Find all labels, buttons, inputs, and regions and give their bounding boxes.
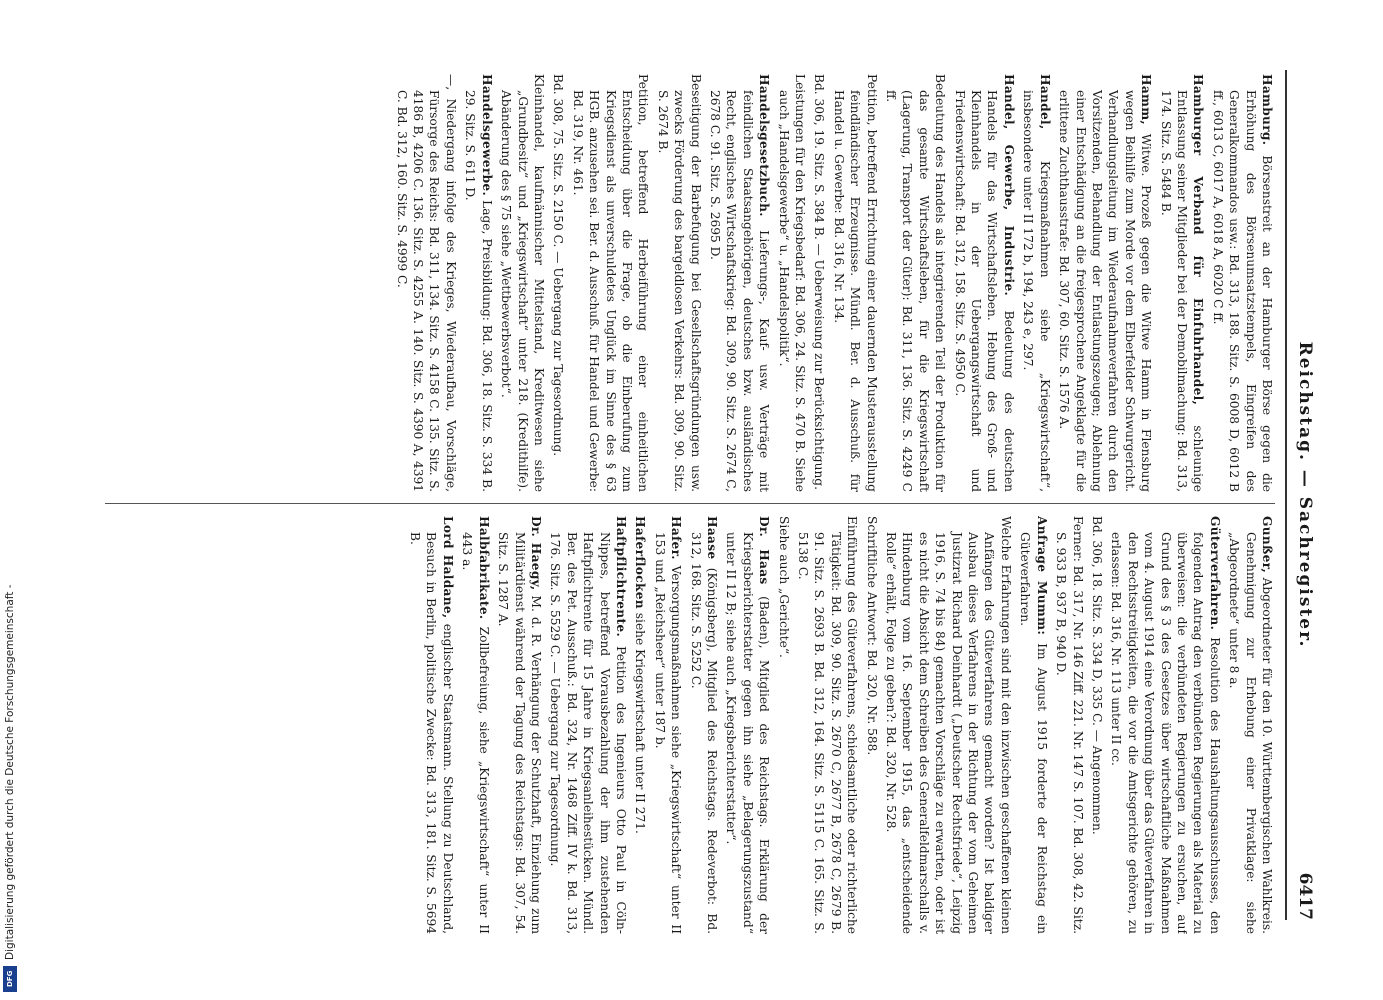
entry-text: englischer Staatsmann. Stellung zu Deutschland, Besuch in Berlin, politische Zwecke: Bd. 313, 181. Sitz. S. 5694 B.	[408, 532, 455, 934]
entry-text: (Königsberg), Mitglied des Reichstags. Redeverbot: Bd. 312, 168. Sitz. S. 5252 C.	[688, 532, 719, 934]
index-entry	[393, 74, 459, 492]
entry-text: M. d. R. Verhängung der Schutzhaft, Einziehung zum Militärdienst während der Tagung des Reichstags: Bd. 307, 54. Sitz. S. 1287 A.	[496, 532, 543, 934]
entry-text: Petition, betreffend Herbeiführung einer einheitlichen Entscheidung über die Frage, ob die Einberufung zum Kriegsdienst als unverschuldetes Unglück im Sinne des § 63 HGB. anzusehen sei. Ber. d. Ausschuß. für Handel und Gewerbe: Bd. 319, Nr. 461.	[570, 74, 651, 492]
entry-text: Leistungen für den Kriegsbedarf: Bd. 306, 24. Sitz. S. 470 B. Siehe auch „Handelsgewerbe“ u. „Handelspolitik“.	[776, 74, 808, 492]
index-entry	[651, 516, 684, 934]
entry-text: Lage, Preisbildung: Bd. 306, 18. Sitz. S. 334 B. 29. Sitz. S. 611 D.	[463, 90, 494, 492]
page-number: 6417	[1295, 872, 1315, 920]
entry-heading: Hamm,	[1139, 74, 1154, 125]
entry-heading: Gunßer,	[1260, 516, 1274, 574]
index-column-right	[75, 516, 1275, 934]
index-entry	[1020, 74, 1053, 492]
index-entry	[863, 516, 879, 934]
dfg-logo: DFG	[3, 966, 17, 992]
entry-text: Beseitigung der Barbefugung bei Gesellschaftsgründungen usw. zwecks Förderung des bargeldlosen Verkehrs: Bd. 309, 90. Sitz. S. 2674 B.	[655, 74, 703, 492]
index-column-left	[75, 74, 1275, 492]
entry-text: Zollbefreiung, siehe „Kriegswirtschaft“ unter II 443 a.	[460, 532, 491, 934]
entry-text: Lieferungs-, Kauf- usw. Verträge mit feindlichen Staatsangehörigen, deutsches bzw. ausländisches Recht, englisches Wirtschaftskrieg: Bd. 309, 90. Sitz. S. 2674 C, 2678 C. 91. Sitz. S. 2695 D.	[708, 90, 772, 492]
entry-text: schleunige Entlassung seiner Mitglieder bei der Demobilmachung: Bd. 313, 174. Sitz. S. 5484 B.	[1158, 90, 1206, 492]
entry-text: Kleinhandel, kaufmännischer Mittelstand, Kreditwesen siehe „Grundbesitz“ und „Kriegswirtschaft“ unter 218. (Kredithilfe). Abänderung des § 75 siehe „Wettbewerbsverbot“.	[499, 74, 546, 492]
entry-text: Bedeutung des Handels als integrierenden Teil der Produktion für das gesamte Wirtschaftsleben, für die Kriegswirtschaft (Lagerung, Transport der Güter): Bd. 311, 136. Sitz. S. 4249 C ff.	[884, 74, 948, 492]
index-entry	[498, 74, 547, 492]
entry-text: Börsenstreit an der Hamburger Börse gegen die Erhöhung des Börsenumsatzstempels, Eingreifen des Generalkommandos usw.: Bd. 313, 188. Sitz. S. 6008 D, 6012 B ff., 6013 C, 6017 A, 6018 A, 6020 C ff.	[1210, 90, 1274, 492]
index-entry	[723, 516, 772, 934]
index-entry	[1089, 516, 1105, 934]
entry-text: Ferner: Bd. 317, Nr. 146 Ziff. 221. Nr. 147 S. 107. Bd. 308, 42. Sitz. S. 933 B, 937 B, 940 D.	[1054, 516, 1085, 934]
entry-text: siehe Kriegswirtschaft unter II 271.	[633, 612, 648, 834]
entry-text: Petition, betreffend Errichtung einer dauernden Musterausstellung feindländischer Erzeugnisse. Mündl. Ber. d. Ausschuß. für Handel u. Gewerbe: Bd. 316, Nr. 134.	[831, 74, 879, 492]
index-entry	[1108, 516, 1223, 934]
index-entry	[687, 516, 720, 934]
entry-text: Einführung des Güteverfahrens, schiedsamtliche oder richterliche Tätigkeit: Bd. 309, 90. Sitz. S. 2670 C, 2677 B, 2678 C, 2679 B. 91. Sitz. S. 2693 B. Bd. 312, 164. Sitz. S. 5115 C. 165. Sitz. S. 5138 C.	[796, 516, 860, 934]
digitization-footer	[0, 0, 22, 1000]
entry-text: Schriftliche Antwort: Bd. 320, Nr. 588.	[864, 516, 879, 756]
index-entry	[1053, 516, 1086, 934]
index-entry	[1209, 74, 1275, 492]
entry-text: Bd. 306, 18. Sitz. S. 334 D, 335 C. — Angenommen.	[1089, 516, 1104, 835]
entry-text: Bd. 308, 75. Sitz. S. 2150 C. — Uebergang zur Tagesordnung.	[551, 74, 566, 457]
index-entry	[883, 74, 949, 492]
entry-heading: Dr. Haegy,	[528, 516, 543, 591]
entry-text: Welche Erfahrungen sind mit den inzwischen geschaffenen kleinen Anfängen des Güteverfahrens gemacht worden? Ist baldiger Ausbau dieses Verfahrens in der Richtung der vom Geheimen Justizrat Richard Deinhardt („Deutscher Rechtsfriede“, Leipzig 1916, S. 74 bis 84) gemachten Vorschläge zu erwarten, oder ist es nicht die Absicht dem Schreiben des Generalfeldmarschalls v. Hindenburg vom 16. September 1915, das „entscheidende Rolle“ erhält, Folge zu geben?: Bd. 320, Nr. 528.	[884, 516, 1013, 934]
entry-text: Im August 1915 forderte der Reichstag ein Güteverfahren.	[1018, 532, 1049, 934]
entry-text: —, Niedergang infolge des Krieges, Wiederaufbau, Vorschläge, Fürsorge des Reichs: Bd. 311, 134. Sitz. S. 4158 C. 135. Sitz. S. 4186 B, 4206 C. 136. Sitz. S. 4255 A. 140. Sitz. S. 4390 A, 4391 C. Bd. 312, 160. Sitz. S. 4999 C.	[394, 74, 458, 492]
index-entry	[883, 516, 1014, 934]
entry-text: Resolution des Haushaltungsausschusses, den folgenden Antrag den verbündeten Regierungen als Material zu überweisen: die verbündeten Regierungen zu ersuchen, auf Grund des § 3 des Gesetzes über wirtschaftliche Maßnahmen vom 4. August 1914 eine Verordnung über das Güteverfahren in den Rechtsstreitigkeiten, die vor die Amtsgerichte gehören, zu erlassen: Bd. 316, Nr. 113 unter II cc.	[1109, 532, 1222, 934]
entry-text: Bedeutung des deutschen Handels für das Wirtschaftsleben. Hebung des Groß- und Kleinhandels in der Uebergangswirtschaft und Friedenswirtschaft: Bd. 312, 158. Sitz. S. 4950 C.	[952, 90, 1016, 492]
running-title: Reichstag. — Sachregister.	[1295, 341, 1315, 649]
entry-text: Petition des Ingenieurs Otto Paul in Cöln-Nippes, betreffend Vorausbezahlung der ihm zustehenden Haftpflichtrente für 15 Jahre in Kriegsanleihestücken. Mündl. Ber. des Pet. Ausschuß.: Bd. 324, Nr. 1468 Ziff. IV k. Bd. 313, 176. Sitz. S. 5529 C. — Uebergang zur Tagesordnung.	[548, 532, 628, 934]
entry-heading: Handel,	[1037, 74, 1052, 130]
entry-heading: Haftpflichtrente.	[613, 516, 628, 637]
index-entry	[547, 516, 629, 934]
index-entry	[459, 516, 492, 934]
index-entry	[1017, 516, 1050, 934]
entry-text: Siehe auch „Gerichte“.	[776, 516, 791, 658]
entry-heading: Halbfabrikate.	[476, 516, 491, 620]
index-entry	[775, 74, 808, 492]
entry-text: (Baden), Mitglied des Reichstags. Erklärung der Kriegsberichterstatter gegen ihn siehe „Belagerungszustand“ unter II 12 B; siehe auch „Kriegsberichterstatter“.	[724, 532, 772, 934]
entry-heading: Anfrage Mumm:	[1034, 516, 1049, 636]
entry-heading: Hamburg.	[1260, 74, 1274, 146]
index-entry	[811, 74, 827, 492]
page-header	[1285, 70, 1321, 920]
entry-heading: Haase	[705, 516, 719, 560]
index-entry	[462, 74, 495, 492]
entry-text: Versorgungsmaßnahmen siehe „Kriegswirtschaft“ unter II 153 und „Reichsheer“ unter 187 b.	[652, 532, 684, 934]
index-entry	[795, 516, 861, 934]
header-rule	[1285, 70, 1287, 920]
column-divider	[105, 503, 1275, 504]
entry-text: Bd. 306, 19. Sitz. S. 384 B. — Ueberweisung zur Berücksichtigung.	[812, 74, 827, 490]
entry-heading: Lord Haldane,	[440, 516, 455, 619]
index-entry	[707, 74, 773, 492]
entry-text: Witwe. Prozeß gegen die Witwe Hamm in Flensburg wegen Beihilfe zum Morde vor dem Elberfelder Schwurgericht. Verhandlungsleitung im Wiederaufnahmeverfahren durch den Vorsitzenden, Behandlung der Entlastungszeugen; Ablehnung einer Entschädigung an die freigesprochene Angeklagte für die erlittene Zuchthausstrafe: Bd. 307, 60. Sitz. S. 1576 A.	[1057, 90, 1154, 492]
index-entry	[951, 74, 1017, 492]
entry-heading: Hafer.	[669, 516, 684, 560]
index-entry	[1056, 74, 1154, 492]
index-entry	[569, 74, 651, 492]
entry-heading: Handel, Gewerbe, Industrie.	[1001, 74, 1016, 297]
entry-heading: Handelsgesetzbuch.	[757, 74, 772, 217]
entry-heading: Haferflocken	[633, 516, 648, 609]
index-entry	[495, 516, 544, 934]
entry-heading: Dr. Haas	[757, 516, 772, 585]
entry-heading: Handelsgewerbe.	[479, 74, 494, 197]
entry-heading: Hamburger Verband für Einfuhrhandel,	[1191, 74, 1206, 406]
index-entry	[654, 74, 703, 492]
index-entry	[1157, 74, 1206, 492]
index-entry	[830, 74, 879, 492]
entry-text: Abgeordneter für den 10. Württembergischen Wahlkreis. Genehmigung zur Erhebung einer Privatklage: siehe „Abgeordnete“ unter 8 a.	[1227, 532, 1274, 934]
index-entry	[550, 74, 566, 492]
entry-text: Kriegsmaßnahmen siehe „Kriegswirtschaft“, insbesondere unter II 172 b, 194, 243 e, 297.	[1021, 90, 1052, 492]
entry-heading: Güterverfahren.	[1207, 516, 1222, 631]
index-entry	[632, 516, 648, 934]
index-entry	[775, 516, 791, 934]
footer-credit: Digitalisierung gefördert durch die Deutsche Forschungsgemeinschaft -	[4, 584, 16, 960]
index-entry	[407, 516, 456, 934]
index-entry	[1226, 516, 1275, 934]
